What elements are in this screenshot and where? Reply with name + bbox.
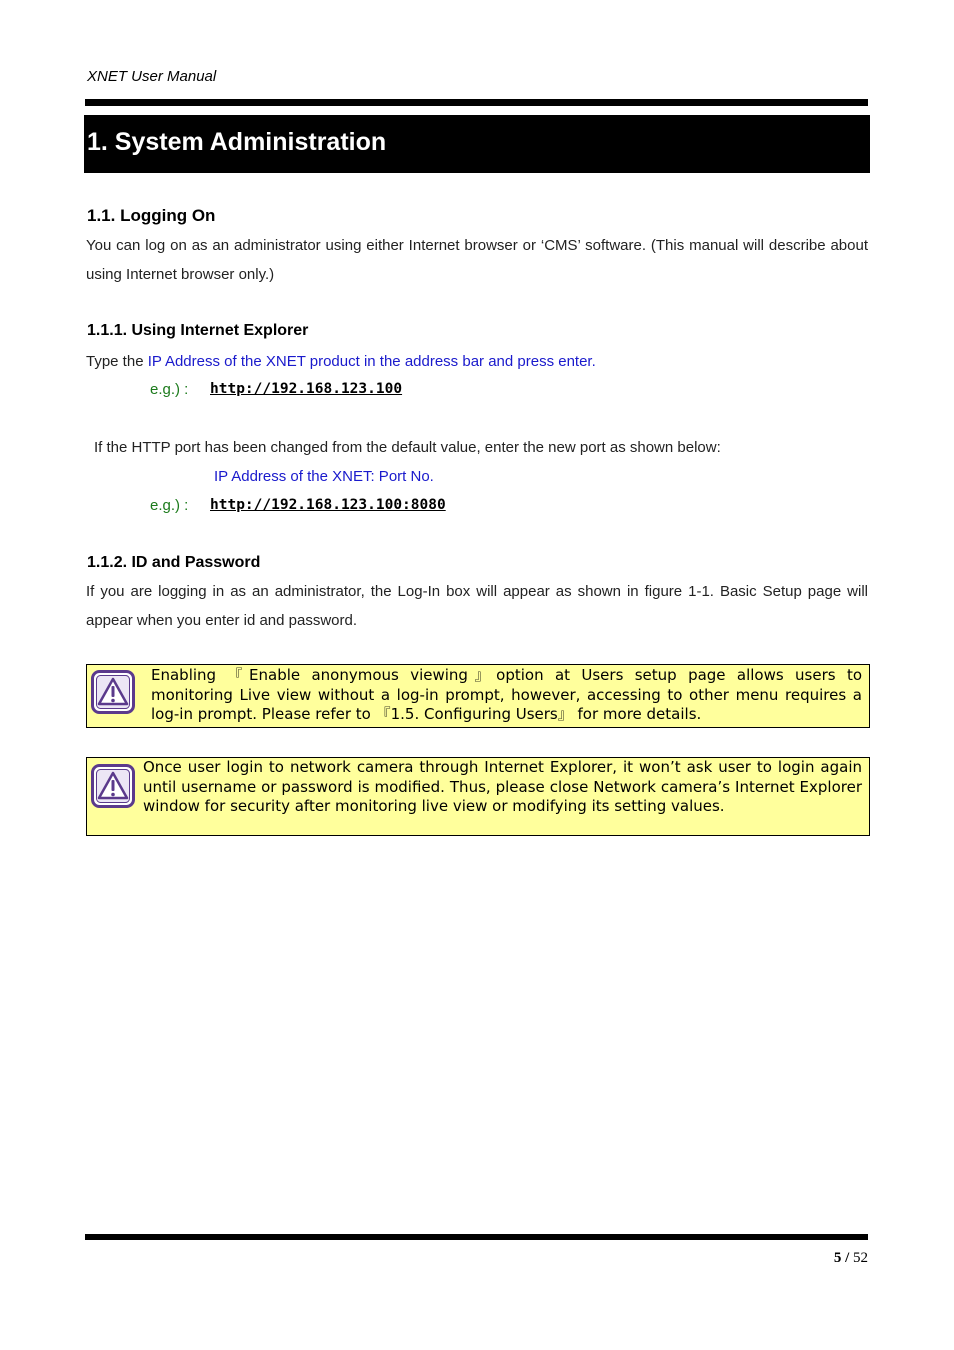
example-url-2[interactable]: http://192.168.123.100:8080 (210, 497, 446, 513)
header-rule (85, 99, 868, 106)
warning-icon (91, 670, 135, 714)
section-heading-using-ie: 1.1.1. Using Internet Explorer (87, 322, 309, 339)
port-note: If the HTTP port has been changed from the default value, enter the new port as shown below: (94, 439, 721, 456)
ie-intro-line (86, 347, 596, 376)
chapter-title: 1. System Administration (87, 128, 387, 156)
total-pages: 52 (853, 1250, 868, 1266)
id-password-paragraph: If you are logging in as an administrator, the Log-In box will appear as shown in figure 1-1. Basic Setup page will appear when you enter id and password. (86, 583, 868, 629)
note-text: Enabling 『Enable anonymous viewing』option at Users setup page allows users to monitoring Live view without a log-in prompt, however, accessing to other menu requires a log-in prompt. Please refer to 『1.5. Configuring Users』 for more details. (151, 666, 862, 723)
port-format: IP Address of the XNET: Port No. (214, 468, 434, 485)
ie-intro-highlight: IP Address of the XNET product in the address bar and press enter. (147, 353, 596, 370)
current-page: 5 (833, 1250, 842, 1266)
note-box (86, 664, 870, 728)
ie-intro-prefix: Type the (86, 353, 148, 370)
page-separator: / (841, 1250, 853, 1266)
footer-rule (85, 1234, 868, 1240)
running-header: XNET User Manual (87, 68, 217, 85)
page-number (834, 1250, 868, 1267)
note-text: Once user login to network camera through Internet Explorer, it won’t ask user to login again until username or password is modified. Thus, please close Network camera’s Internet Explorer window for security after monitoring live view or modifying its setting values. (143, 758, 862, 815)
example-label-2: e.g.) : (150, 497, 189, 514)
note-box (86, 757, 870, 836)
section-heading-logging-on: 1.1. Logging On (87, 206, 216, 225)
warning-icon (91, 764, 135, 808)
example-label-1: e.g.) : (150, 381, 189, 398)
example-url-1[interactable]: http://192.168.123.100 (210, 381, 403, 397)
section-heading-id-password: 1.1.2. ID and Password (87, 554, 261, 571)
logging-on-paragraph: You can log on as an administrator using either Internet browser or ‘CMS’ software. (This manual will describe about using Internet browser only.) (86, 237, 868, 283)
